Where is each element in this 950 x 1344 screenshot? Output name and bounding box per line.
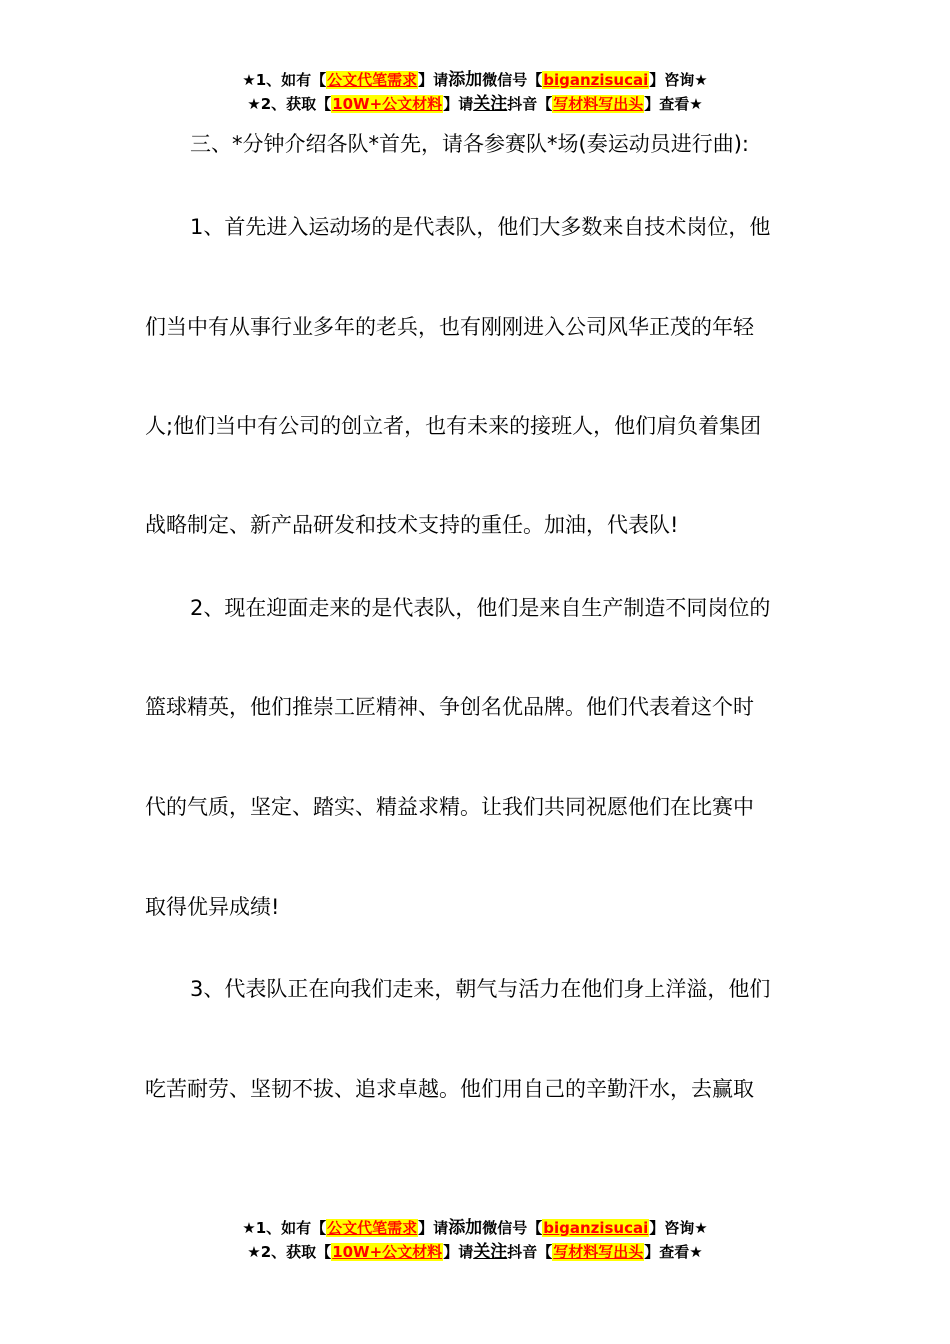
section-heading: 三、*分钟介绍各队*首先，请各参赛队*场(奏运动员进行曲): <box>190 132 749 156</box>
paragraph-line: 人;他们当中有公司的创立者，也有未来的接班人，他们肩负着集团 <box>145 414 762 438</box>
banner-highlight: biganzisucai <box>543 71 649 89</box>
banner-line-2 <box>0 92 950 116</box>
banner-text: 】请 <box>418 71 449 89</box>
banner-text: 】查看★ <box>644 1243 703 1261</box>
banner-text: ★2、获取【 <box>247 95 332 113</box>
banner-line-1 <box>0 68 950 92</box>
banner-text: 】请 <box>443 95 474 113</box>
banner-emphasis: 添加 <box>448 70 483 90</box>
banner-emphasis: 添加 <box>448 1218 483 1238</box>
banner-text: 微信号【 <box>482 1219 543 1237</box>
paragraph-line: 吃苦耐劳、坚韧不拔、追求卓越。他们用自己的辛勤汗水，去赢取 <box>145 1077 754 1101</box>
footer-banner <box>0 1216 950 1264</box>
paragraph-line: 们当中有从事行业多年的老兵，也有刚刚进入公司风华正茂的年轻 <box>145 315 754 339</box>
banner-highlight: 公文代笔需求 <box>327 71 418 89</box>
banner-text: 抖音【 <box>507 1243 553 1261</box>
banner-highlight: 10W+公文材料 <box>332 1243 443 1261</box>
banner-text: 】请 <box>418 1219 449 1237</box>
paragraph-line: 2、现在迎面走来的是代表队，他们是来自生产制造不同岗位的 <box>190 596 771 620</box>
header-banner <box>0 68 950 116</box>
paragraph-line: 1、首先进入运动场的是代表队，他们大多数来自技术岗位，他 <box>190 215 771 239</box>
banner-text: 抖音【 <box>507 95 553 113</box>
paragraph-line: 战略制定、新产品研发和技术支持的重任。加油，代表队! <box>145 513 679 537</box>
paragraph-line: 篮球精英，他们推崇工匠精神、争创名优品牌。他们代表着这个时 <box>145 695 754 719</box>
paragraph-line: 代的气质，坚定、踏实、精益求精。让我们共同祝愿他们在比赛中 <box>145 795 754 819</box>
paragraph-line: 3、代表队正在向我们走来，朝气与活力在他们身上洋溢，他们 <box>190 977 771 1001</box>
banner-line-2 <box>0 1240 950 1264</box>
banner-emphasis: 关注 <box>473 1242 508 1262</box>
banner-text: 】请 <box>443 1243 474 1261</box>
banner-highlight: 写材料写出头 <box>553 95 644 113</box>
banner-highlight: 公文代笔需求 <box>327 1219 418 1237</box>
banner-text: 】查看★ <box>644 95 703 113</box>
banner-text: ★1、如有【 <box>242 71 327 89</box>
banner-highlight: biganzisucai <box>543 1219 649 1237</box>
banner-text: ★2、获取【 <box>247 1243 332 1261</box>
paragraph-line: 取得优异成绩! <box>145 895 280 919</box>
banner-text: 】咨询★ <box>649 1219 708 1237</box>
banner-emphasis: 关注 <box>473 94 508 114</box>
banner-text: ★1、如有【 <box>242 1219 327 1237</box>
banner-highlight: 10W+公文材料 <box>332 95 443 113</box>
banner-highlight: 写材料写出头 <box>553 1243 644 1261</box>
banner-text: 微信号【 <box>482 71 543 89</box>
banner-line-1 <box>0 1216 950 1240</box>
banner-text: 】咨询★ <box>649 71 708 89</box>
